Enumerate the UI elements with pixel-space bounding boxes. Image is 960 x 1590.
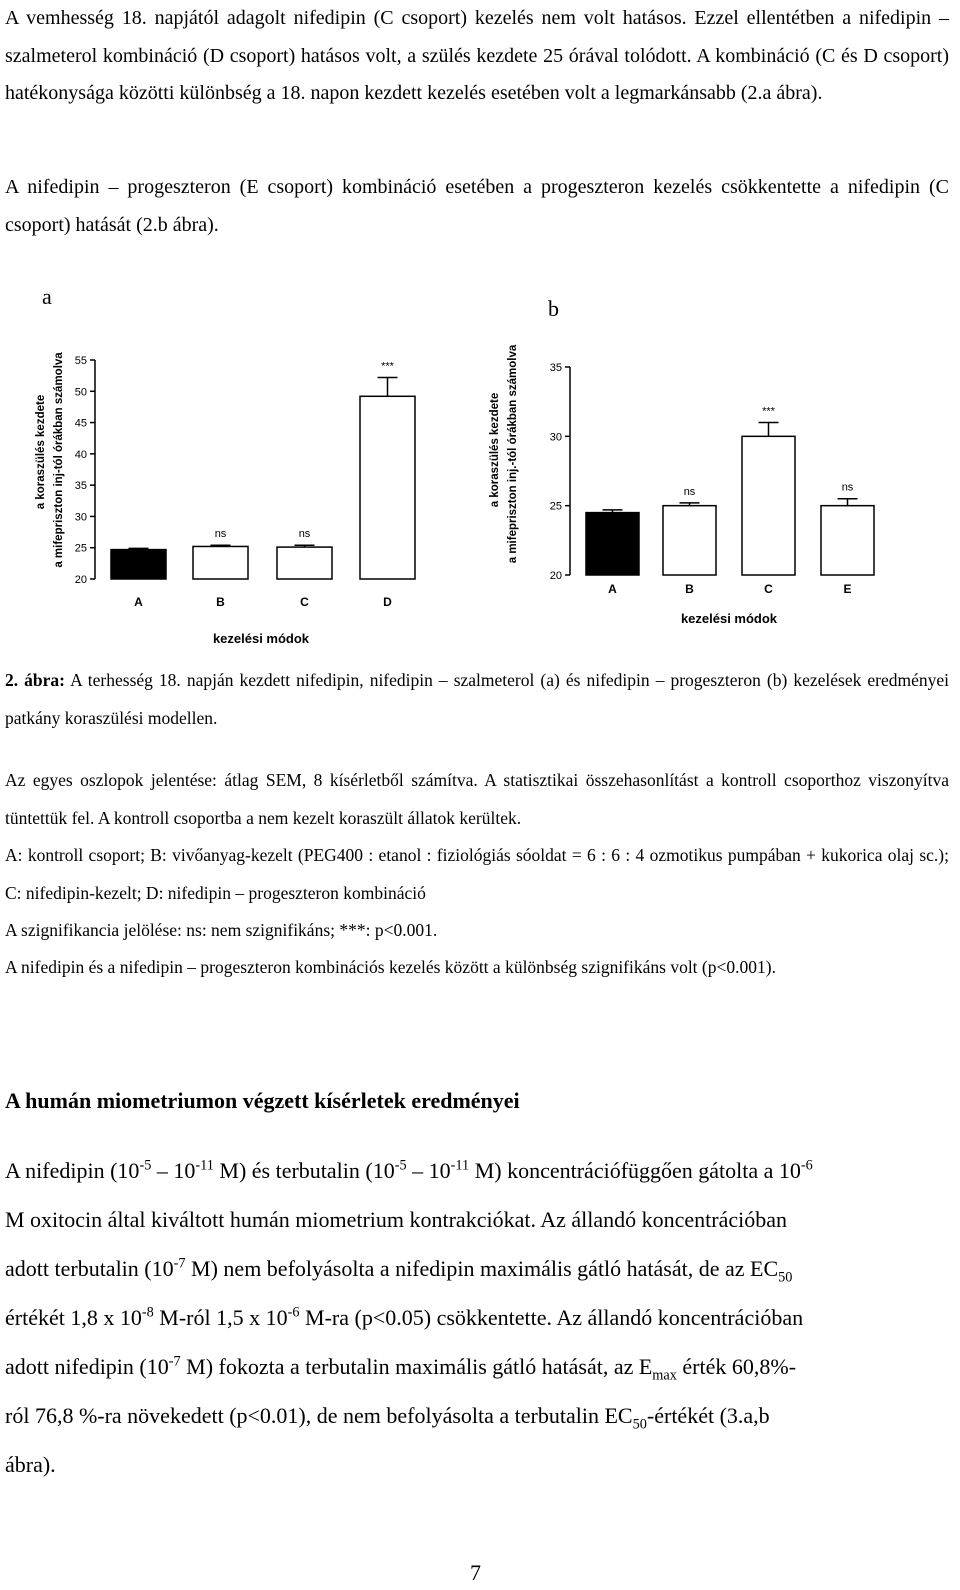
bar-A: [111, 550, 166, 579]
y-tick-label: 35: [74, 480, 87, 493]
y-tick-label: 35: [549, 362, 562, 374]
y-axis-label-line1: a koraszülés kezdete: [35, 394, 47, 510]
panel-a-label: a: [42, 284, 52, 309]
significance-label-C: ns: [298, 528, 311, 541]
y-tick-label: 20: [74, 574, 87, 586]
results-line-5: adott nifedipin ($10^{-7}$ M) fokozta a terbutalin maximális gátló hatását, az $E_{max}$ érték 60,8%-: [5, 1353, 797, 1384]
section-heading: A humán miometriumon végzett kísérletek eredményei: [5, 1088, 520, 1113]
bar-B: [193, 546, 248, 579]
y-tick-label: 30: [549, 431, 562, 444]
results-line-6: ról 76,8 %-ra növekedett (p<0.01), de nem befolyásolta a terbutalin $EC_{50}$-értékét (3.a,b: [5, 1403, 770, 1433]
page-number: 7: [470, 1560, 481, 1585]
category-label-E: E: [843, 582, 852, 596]
bar-D: [360, 396, 415, 579]
results-line-7: ábra).: [5, 1452, 56, 1477]
category-label-C: C: [300, 595, 309, 609]
x-axis-label: kezelési módok: [680, 611, 778, 626]
significance-label-B: ns: [214, 528, 227, 541]
results-line-3: adott terbutalin ($10^{-7}$ M) nem befolyásolta a nifedipin maximális gátló hatását, de az $EC_{50}$: [5, 1255, 793, 1286]
category-label-B: B: [685, 582, 694, 596]
category-label-A: A: [134, 595, 143, 609]
bar-C: [277, 547, 332, 579]
y-axis-label-line1: a koraszülés kezdete: [489, 392, 501, 508]
bar-E: [821, 506, 874, 575]
category-label-D: D: [383, 595, 392, 609]
y-tick-label: 55: [74, 355, 87, 367]
category-label-B: B: [216, 595, 225, 609]
y-tick-label: 50: [74, 386, 87, 399]
caption-line-groups: A: kontroll csoport; B: vivőanyag-kezelt (PEG400 : etanol : fiziológiás sóoldat = 6 : 6 : 4 ozmotikus pumpában + kukorica olaj sc.); C: nifedipin-kezelt; D: nifedipin – progeszteron kombináció: [5, 845, 949, 903]
figure-caption-title: [5, 662, 949, 737]
category-label-C: C: [764, 582, 773, 596]
y-tick-label: 25: [549, 500, 562, 513]
intro-paragraph-2: A nifedipin – progeszteron (E csoport) kombináció esetében a progeszteron kezelés csökkentette a nifedipin (C csoport) hatását (2.b ábra).: [5, 176, 949, 236]
results-line-1: A nifedipin ($10^{-5} - 10^{-11}$ M) és terbutalin ($10^{-5} - 10^{-11}$ M) koncentrációfüggően gátolta a $10^{-6}$: [5, 1157, 813, 1183]
bar-B: [663, 506, 716, 575]
significance-label-B: ns: [683, 485, 696, 498]
bar-chart-a: [0, 330, 480, 660]
y-tick-label: 30: [74, 511, 87, 524]
x-axis-label: kezelési módok: [212, 631, 310, 646]
y-axis-label-line2: a mifepriszton inj.-tól órákban számolva: [507, 344, 519, 564]
y-tick-label: 45: [74, 417, 87, 430]
significance-label-D: ***: [381, 360, 394, 373]
results-line-2: M oxitocin által kiváltott humán miometrium kontrakciókat. Az állandó koncentrációban: [5, 1207, 788, 1232]
caption-line-significance: A szignifikancia jelölése: ns: nem szignifikáns; ***: p<0.001.: [5, 920, 438, 940]
caption-line-sem: Az egyes oszlopok jelentése: átlag SEM, 8 kísérletből számítva. A statisztikai összehasonlítást a kontroll csoporthoz viszonyítva tüntettük fel. A kontroll csoportba a nem kezelt koraszült állatok kerültek.: [5, 770, 949, 828]
y-tick-label: 20: [549, 570, 562, 582]
y-tick-label: 25: [74, 542, 87, 555]
caption-text: A terhesség 18. napján kezdett nifedipin, nifedipin – szalmeterol (a) és nifedipin – progeszteron (b) kezelések eredményei patkány koraszülési modellen.: [5, 670, 950, 728]
significance-label-C: ***: [762, 405, 775, 418]
intro-paragraph-1: A vemhesség 18. napjától adagolt nifedipin (C csoport) kezelés nem volt hatásos. Ezzel ellentétben a nifedipin – szalmeterol kombináció (D csoport) hatásos volt, a szülés kezdete 25 órával tolódott. A kombináció (C és D csoport) hatékonysága közötti különbség a 18. napon kezdett kezelés esetében volt a legmarkánsabb (2.a ábra).: [5, 7, 949, 104]
caption-line-difference: A nifedipin és a nifedipin – progeszteron kombinációs kezelés között a különbség szignifikáns volt (p<0.001).: [5, 957, 776, 977]
bar-chart-b: [480, 330, 960, 640]
y-tick-label: 40: [74, 448, 87, 461]
category-label-A: A: [608, 582, 617, 596]
bar-A: [586, 513, 639, 575]
caption-label: 2. ábra:: [5, 670, 65, 690]
bar-C: [742, 436, 795, 575]
panel-b-label: b: [548, 296, 559, 321]
y-axis-label-line2: a mifepriszton inj-tól órákban számolva: [53, 352, 65, 568]
results-line-4: értékét 1,8 x $10^{-8}$ M-ról 1,5 x $10^{-6}$ M-ra (p<0.05) csökkentette. Az állandó koncentrációban: [5, 1304, 804, 1330]
significance-label-E: ns: [841, 481, 854, 494]
